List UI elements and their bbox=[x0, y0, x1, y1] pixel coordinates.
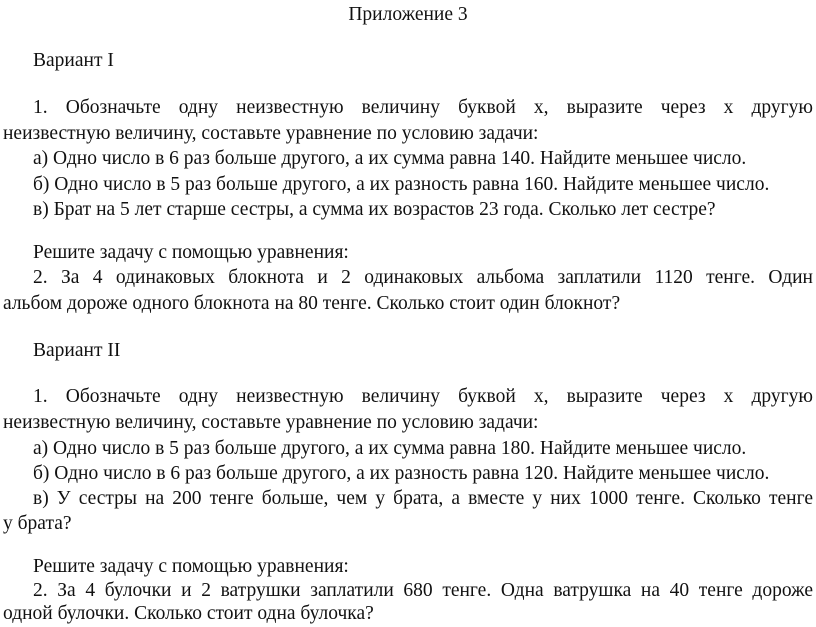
appendix-title: Приложение 3 bbox=[348, 4, 468, 25]
variant-1-task-2-line-1: 2. За 4 одинаковых блокнота и 2 одинаковых альбома заплатили 1120 тенге. Один bbox=[33, 267, 813, 288]
variant-2-task-1-item-b: б) Одно число в 6 раз больше другого, а их разность равна 120. Найдите меньшее число. bbox=[33, 463, 770, 484]
variant-1-task-1-item-a: а) Одно число в 6 раз больше другого, а их сумма равна 140. Найдите меньшее число. bbox=[33, 148, 747, 169]
variant-2-task-2-line-1: 2. За 4 булочки и 2 ватрушки заплатили 680 тенге. Одна ватрушка на 40 тенге дороже bbox=[33, 580, 813, 601]
variant-2-task-1-intro-line-1: 1. Обозначьте одну неизвестную величину буквой х, выразите через х другую bbox=[33, 386, 813, 407]
variant-2-task-2-instruction: Решите задачу с помощью уравнения: bbox=[33, 556, 349, 577]
variant-1-task-2-line-2: альбом дороже одного блокнота на 80 тенге. Сколько стоит один блокнот? bbox=[3, 293, 621, 314]
variant-2-task-1-item-c-line-2: у брата? bbox=[3, 513, 72, 534]
variant-2-task-2-line-2: одной булочки. Сколько стоит одна булочка? bbox=[3, 603, 374, 624]
variant-1-heading: Вариант I bbox=[33, 50, 114, 71]
variant-1-task-1-item-c: в) Брат на 5 лет старше сестры, а сумма их возрастов 23 года. Сколько лет сестре? bbox=[33, 199, 716, 220]
variant-2-task-1-item-c-line-1: в) У сестры на 200 тенге больше, чем у брата, а вместе у них 1000 тенге. Сколько тенге bbox=[33, 488, 813, 509]
variant-1-task-1-intro-line-1: 1. Обозначьте одну неизвестную величину буквой х, выразите через х другую bbox=[33, 97, 813, 118]
variant-2-heading: Вариант II bbox=[33, 340, 121, 361]
variant-1-task-2-instruction: Решите задачу с помощью уравнения: bbox=[33, 242, 349, 263]
variant-1-task-1-intro-line-2: неизвестную величину, составьте уравнение по условию задачи: bbox=[3, 123, 539, 144]
variant-1-task-1-item-b: б) Одно число в 5 раз больше другого, а их разность равна 160. Найдите меньшее число. bbox=[33, 174, 770, 195]
variant-2-task-1-item-a: а) Одно число в 5 раз больше другого, а их сумма равна 180. Найдите меньшее число. bbox=[33, 438, 747, 459]
variant-2-task-1-intro-line-2: неизвестную величину, составьте уравнение по условию задачи: bbox=[3, 412, 539, 433]
